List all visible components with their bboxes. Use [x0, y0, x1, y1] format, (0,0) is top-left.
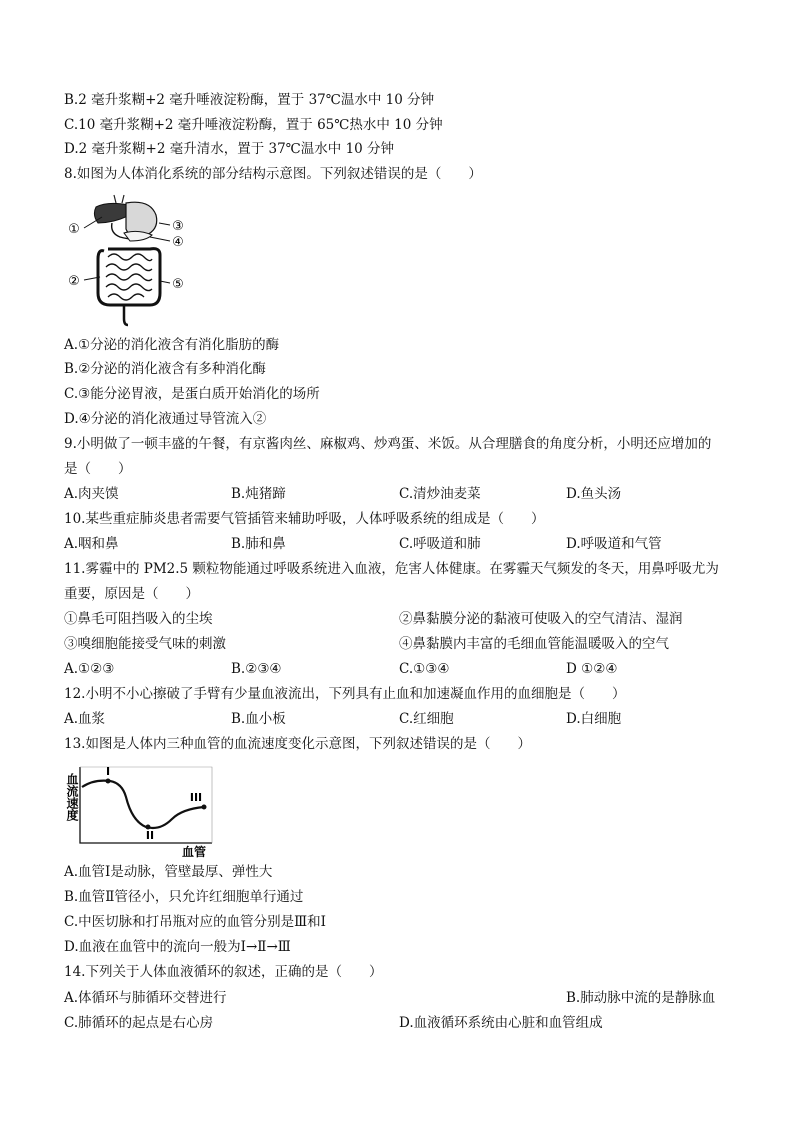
q13-stem: 13.如图是人体内三种血管的血流速度变化示意图，下列叙述错误的是（ ） [64, 736, 531, 752]
point-i-dot [106, 779, 111, 784]
q8-stem: 8.如图为人体消化系统的部分结构示意图。下列叙述错误的是（ ） [64, 166, 482, 182]
q8-option-a: A.①分泌的消化液含有消化脂肪的酶 [64, 337, 280, 353]
q10-option-d: D.呼吸道和气管 [566, 536, 662, 552]
q12-stem: 12.小明不小心擦破了手臂有少量血液流出，下列具有止血和加速凝血作用的血细胞是（ ） [64, 686, 626, 702]
point-ii-label: II [145, 829, 155, 842]
flow-speed-curve [82, 781, 204, 828]
blood-flow-speed-figure [64, 759, 214, 859]
figure-label-4: ④ [172, 235, 184, 250]
q12-option-c: C.红细胞 [399, 711, 454, 727]
point-iii-dot [202, 805, 207, 810]
q13-option-a: A.血管Ⅰ是动脉，管壁最厚、弹性大 [64, 864, 273, 880]
q14-stem: 14.下列关于人体血液循环的叙述，正确的是（ ） [64, 964, 383, 980]
q12-option-b: B.血小板 [231, 711, 286, 727]
q12-option-a: A.血浆 [64, 711, 106, 727]
q11-stem-line1: 11.雾霾中的 PM2.5 颗粒物能通过呼吸系统进入血液，危害人体健康。在雾霾天气频发的冬天，用鼻呼吸尤为 [64, 561, 719, 577]
q13-option-b: B.血管Ⅱ管径小，只允许红细胞单行通过 [64, 889, 304, 905]
figure-label-3: ③ [172, 219, 184, 234]
q9-option-b: B.炖猪蹄 [231, 486, 286, 502]
q14-option-d: D.血液循环系统由心脏和血管组成 [399, 1015, 603, 1031]
figure-label-2: ② [68, 274, 80, 289]
q10-option-a: A.咽和鼻 [64, 536, 119, 552]
large-intestine-shape [98, 249, 160, 305]
q7-option-c: C.10 毫升浆糊+2 毫升唾液淀粉酶，置于 65℃热水中 10 分钟 [64, 117, 443, 133]
q13-option-d: D.血液在血管中的流向一般为Ⅰ→Ⅱ→Ⅲ [64, 939, 291, 955]
q11-statement-2: ②鼻黏膜分泌的黏液可使吸入的空气清洁、湿润 [399, 611, 683, 627]
liver-shape [94, 203, 130, 223]
q10-option-b: B.肺和鼻 [231, 536, 286, 552]
point-i-label: I [105, 765, 111, 778]
q11-option-c: C.①③④ [399, 661, 450, 677]
q7-option-d: D.2 毫升浆糊+2 毫升清水，置于 37℃温水中 10 分钟 [64, 141, 395, 157]
q8-option-b: B.②分泌的消化液含有多种消化酶 [64, 361, 266, 377]
q8-option-c: C.③能分泌胃液，是蛋白质开始消化的场所 [64, 386, 320, 402]
q14-option-a: A.体循环与肺循环交替进行 [64, 990, 227, 1006]
q11-option-a: A.①②③ [64, 661, 115, 677]
q11-stem-line2: 重要，原因是（ ） [64, 586, 199, 602]
q13-option-c: C.中医切脉和打吊瓶对应的血管分别是Ⅲ和Ⅰ [64, 914, 326, 930]
q11-option-d: D ①②④ [566, 661, 618, 677]
q10-stem: 10.某些重症肺炎患者需要气管插管来辅助呼吸，人体呼吸系统的组成是（ ） [64, 511, 545, 527]
point-iii-label: III [189, 791, 203, 804]
q9-stem-line1: 9.小明做了一顿丰盛的午餐，有京酱肉丝、麻椒鸡、炒鸡蛋、米饭。从合理膳食的角度分析，小明还应增加的 [64, 436, 712, 452]
q8-option-d: D.④分泌的消化液通过导管流入② [64, 411, 267, 427]
digestive-system-figure [64, 193, 190, 327]
figure-label-5: ⑤ [172, 277, 184, 292]
q11-statement-3: ③嗅细胞能接受气味的刺激 [64, 636, 226, 652]
x-axis-label: 血管 [182, 845, 207, 859]
small-intestine-shape [106, 254, 152, 300]
q11-option-b: B.②③④ [231, 661, 282, 677]
q11-statement-4: ④鼻黏膜内丰富的毛细血管能温暖吸入的空气 [399, 636, 669, 652]
q14-option-b: B.肺动脉中流的是静脉血 [566, 990, 716, 1006]
q9-option-d: D.鱼头汤 [566, 486, 622, 502]
q7-option-b: B.2 毫升浆糊+2 毫升唾液淀粉酶，置于 37℃温水中 10 分钟 [64, 92, 435, 108]
y-axis-label: 血流速度 [65, 773, 79, 821]
q11-statement-1: ①鼻毛可阻挡吸入的尘埃 [64, 611, 213, 627]
q14-option-c: C.肺循环的起点是右心房 [64, 1015, 214, 1031]
figure-label-1: ① [68, 222, 80, 237]
q9-stem-line2: 是（ ） [64, 461, 132, 477]
q10-option-c: C.呼吸道和肺 [399, 536, 481, 552]
q12-option-d: D.白细胞 [566, 711, 622, 727]
q9-option-a: A.肉夹馍 [64, 486, 119, 502]
q9-option-c: C.清炒油麦菜 [399, 486, 481, 502]
